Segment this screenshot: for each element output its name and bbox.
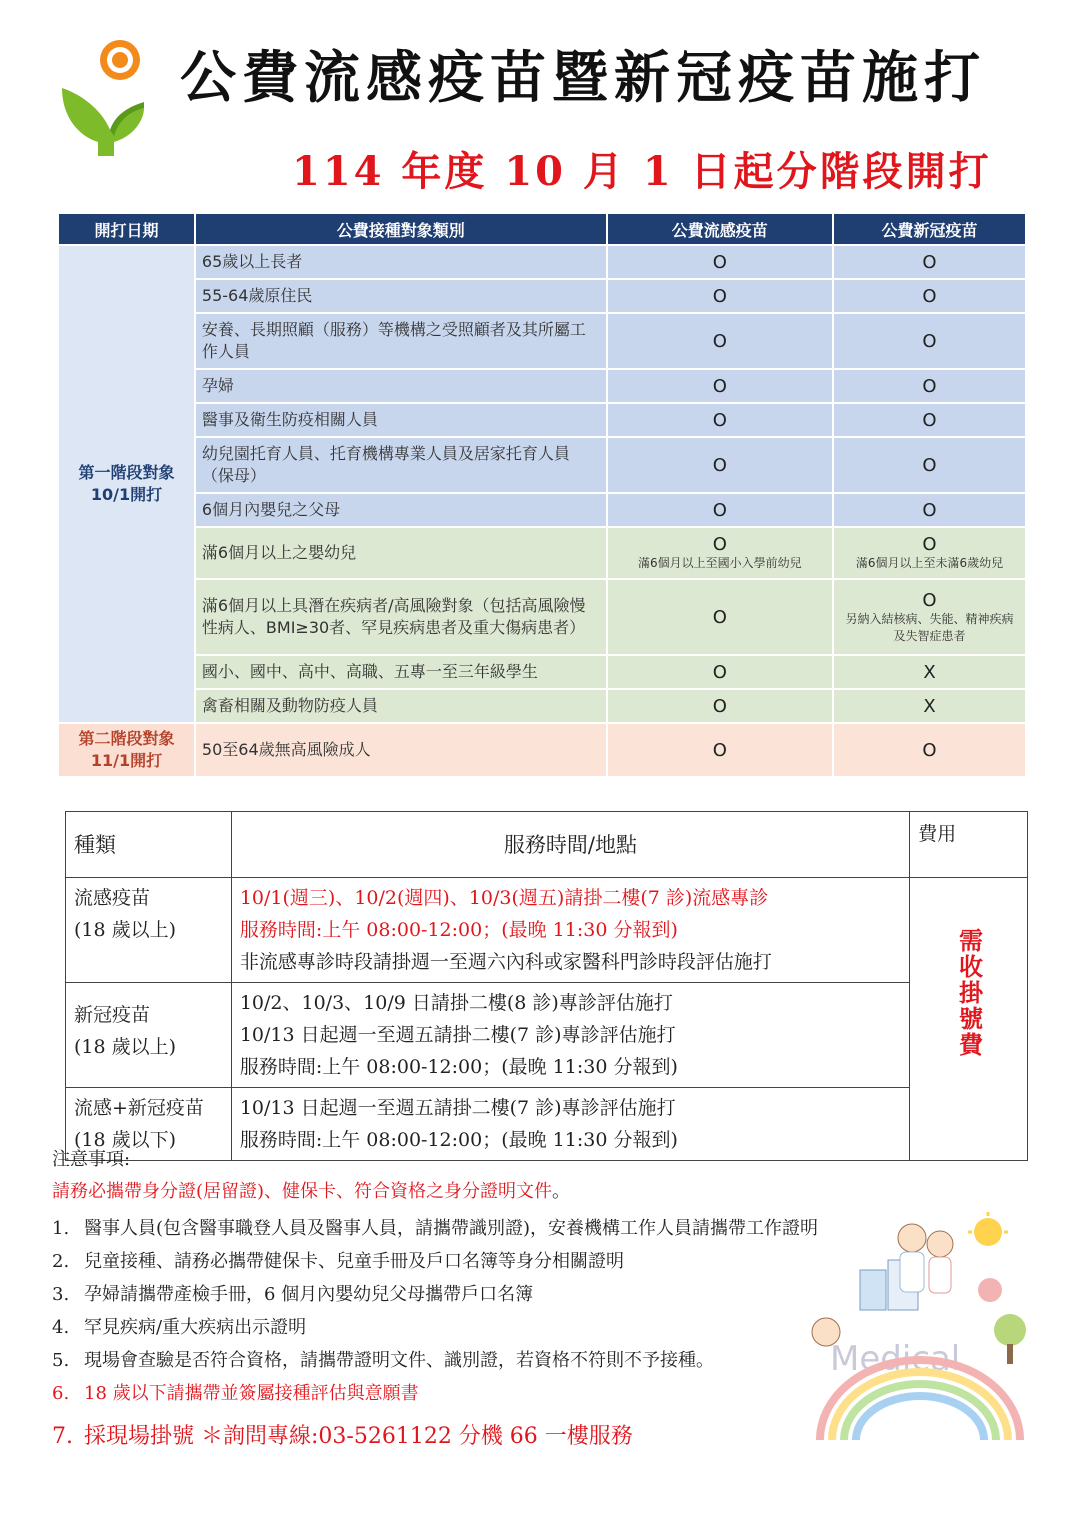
item-text: 孕婦請攜帶產檢手冊，6 個月內嬰幼兒父母攜帶戶口名簿 — [84, 1284, 534, 1305]
covid-mark: O — [834, 404, 1025, 436]
header-type: 種類 — [66, 812, 232, 878]
table-row — [59, 246, 1025, 278]
service-cell — [231, 878, 909, 983]
covid-mark: X — [834, 656, 1025, 688]
category-cell: 滿6個月以上之嬰幼兒 — [196, 528, 606, 578]
item-text: 採現場掛號 ＊詢問專線:03-5261122 分機 66 一樓服務 — [84, 1424, 633, 1449]
type-cell — [66, 983, 232, 1088]
phase1-label — [59, 246, 194, 722]
list-item — [52, 1311, 818, 1344]
phase1-label-line1: 第一階段對象 — [78, 463, 175, 482]
category-cell: 禽畜相關及動物防疫人員 — [196, 690, 606, 722]
covid-mark: O — [922, 534, 937, 555]
table-row — [59, 724, 1025, 776]
notes-list — [52, 1212, 818, 1453]
table-row — [59, 438, 1025, 492]
service-line: 10/13 日起週一至週五請掛二樓(7 診)專診評估施打 — [239, 1097, 676, 1119]
item-number: 1. — [52, 1218, 70, 1239]
covid-mark: X — [834, 690, 1025, 722]
flu-mark-cell — [608, 528, 832, 578]
table-row — [59, 314, 1025, 368]
covid-note: 另納入結核病、失能、精神疾病及失智症患者 — [845, 611, 1014, 643]
list-item — [52, 1212, 818, 1245]
header-fee: 費用 — [910, 812, 1028, 878]
type-line1: 新冠疫苗 — [74, 1004, 151, 1026]
page-subtitle: 114 年度 10 月 1 日起分階段開打 — [292, 148, 992, 195]
table-row — [59, 280, 1025, 312]
medical-illustration-icon — [800, 1210, 1040, 1450]
phase2-label-line1: 第二階段對象 — [78, 729, 175, 748]
item-number: 3. — [52, 1284, 70, 1305]
phase2-label — [59, 724, 194, 776]
table-row — [59, 370, 1025, 402]
covid-mark: O — [834, 314, 1025, 368]
fee-text: 需收掛號費 — [954, 928, 984, 1058]
category-cell: 安養、長期照顧（服務）等機構之受照顧者及其所屬工作人員 — [196, 314, 606, 368]
item-text: 18 歲以下請攜帶並簽屬接種評估與意願書 — [84, 1383, 419, 1404]
page-title: 公費流感疫苗暨新冠疫苗施打 — [180, 45, 986, 111]
covid-note: 滿6個月以上至未滿6歲幼兒 — [855, 556, 1004, 570]
item-number: 5. — [52, 1350, 70, 1371]
category-cell: 幼兒園托育人員、托育機構專業人員及居家托育人員（保母） — [196, 438, 606, 492]
schedule-table-header — [59, 214, 1025, 244]
flu-mark: O — [712, 534, 727, 555]
list-item — [52, 1278, 818, 1311]
covid-mark-cell — [834, 580, 1025, 654]
type-line1: 流感疫苗 — [74, 887, 151, 909]
type-line2: (18 歲以上) — [74, 919, 177, 941]
covid-mark: O — [922, 589, 937, 611]
table-row — [59, 528, 1025, 578]
category-cell: 55-64歲原住民 — [196, 280, 606, 312]
service-line: 10/2、10/3、10/9 日請掛二樓(8 診)專診評估施打 — [239, 992, 673, 1014]
table-row — [66, 878, 1028, 983]
covid-mark: O — [834, 246, 1025, 278]
item-number: 2. — [52, 1251, 70, 1272]
phase1-label-line2: 10/1開打 — [90, 485, 163, 504]
header-service: 服務時間/地點 — [231, 812, 909, 878]
covid-mark: O — [834, 438, 1025, 492]
phase2-label-line2: 11/1開打 — [90, 751, 163, 770]
category-cell: 孕婦 — [196, 370, 606, 402]
service-line: 非流感專診時段請掛週一至週六內科或家醫科門診時段評估施打 — [239, 951, 772, 973]
header-date: 開打日期 — [59, 214, 194, 244]
header-flu: 公費流感疫苗 — [608, 214, 832, 244]
type-line1: 流感+新冠疫苗 — [74, 1097, 204, 1119]
list-item — [52, 1245, 818, 1278]
covid-mark: O — [834, 494, 1025, 526]
service-line: 10/1(週三)、10/2(週四)、10/3(週五)請掛二樓(7 診)流感專診 — [239, 887, 769, 909]
list-item — [52, 1377, 818, 1410]
list-item — [52, 1344, 818, 1377]
category-cell: 6個月內嬰兒之父母 — [196, 494, 606, 526]
category-cell: 65歲以上長者 — [196, 246, 606, 278]
service-table-header — [66, 812, 1028, 878]
covid-mark-cell — [834, 528, 1025, 578]
medical-text: Medical — [830, 1339, 961, 1379]
service-table — [65, 811, 1028, 1161]
table-row — [59, 580, 1025, 654]
category-cell: 50至64歲無高風險成人 — [196, 724, 606, 776]
schedule-table — [57, 212, 1027, 778]
flu-note: 滿6個月以上至國小入學前幼兒 — [637, 556, 802, 570]
category-cell: 醫事及衛生防疫相關人員 — [196, 404, 606, 436]
flu-mark: O — [608, 494, 832, 526]
covid-mark: O — [834, 724, 1025, 776]
item-text: 現場會查驗是否符合資格，請攜帶證明文件、識別證，若資格不符則不予接種。 — [84, 1350, 714, 1371]
service-cell — [231, 983, 909, 1088]
fee-cell — [910, 878, 1028, 1161]
table-row — [59, 690, 1025, 722]
item-number: 4. — [52, 1317, 70, 1338]
header-category: 公費接種對象類別 — [196, 214, 606, 244]
list-item — [52, 1420, 818, 1453]
table-row — [59, 656, 1025, 688]
flu-mark: O — [608, 314, 832, 368]
table-row — [59, 494, 1025, 526]
service-line: 10/13 日起週一至週五請掛二樓(7 診)專診評估施打 — [239, 1024, 676, 1046]
notes-warning-line — [52, 1180, 818, 1204]
header-covid: 公費新冠疫苗 — [834, 214, 1025, 244]
covid-mark: O — [834, 280, 1025, 312]
item-text: 兒童接種、請務必攜帶健保卡、兒童手冊及戶口名簿等身分相關證明 — [84, 1251, 624, 1272]
category-cell: 國小、國中、高中、高職、五專一至三年級學生 — [196, 656, 606, 688]
table-row — [66, 983, 1028, 1088]
flu-mark: O — [608, 370, 832, 402]
flu-mark: O — [608, 724, 832, 776]
notes-heading: 注意事項: — [52, 1149, 131, 1170]
hospital-logo-icon — [58, 36, 158, 156]
type-cell — [66, 878, 232, 983]
flu-mark: O — [608, 656, 832, 688]
type-line2: (18 歲以上) — [74, 1036, 177, 1058]
service-line: 服務時間:上午 08:00-12:00；(最晚 11:30 分報到) — [239, 1129, 678, 1151]
item-number: 7. — [52, 1424, 73, 1449]
flu-mark: O — [608, 690, 832, 722]
notes-warning: 請務必攜帶身分證(居留證)、健保卡、符合資格之身分證明文件 — [52, 1181, 553, 1202]
table-row — [59, 404, 1025, 436]
flu-mark: O — [608, 404, 832, 436]
notes-section — [52, 1148, 818, 1453]
item-text: 罕見疾病/重大疾病出示證明 — [84, 1317, 307, 1338]
flu-mark: O — [608, 438, 832, 492]
category-cell: 滿6個月以上具潛在疾病者/高風險對象（包括高風險慢性病人、BMI≥30者、罕見疾病患者及重大傷病患者） — [196, 580, 606, 654]
covid-mark: O — [834, 370, 1025, 402]
flu-mark: O — [608, 280, 832, 312]
type-line2: (18 歲以下) — [74, 1129, 177, 1151]
item-number: 6. — [52, 1383, 70, 1404]
flu-mark: O — [608, 580, 832, 654]
item-text: 醫事人員(包含醫事職登人員及醫事人員，請攜帶識別證)，安養機構工作人員請攜帶工作證明 — [84, 1218, 819, 1239]
service-line: 服務時間:上午 08:00-12:00；(最晚 11:30 分報到) — [239, 919, 678, 941]
service-line: 服務時間:上午 08:00-12:00；(最晚 11:30 分報到) — [239, 1056, 678, 1078]
flu-mark: O — [608, 246, 832, 278]
notes-warning-end: 。 — [552, 1181, 571, 1202]
